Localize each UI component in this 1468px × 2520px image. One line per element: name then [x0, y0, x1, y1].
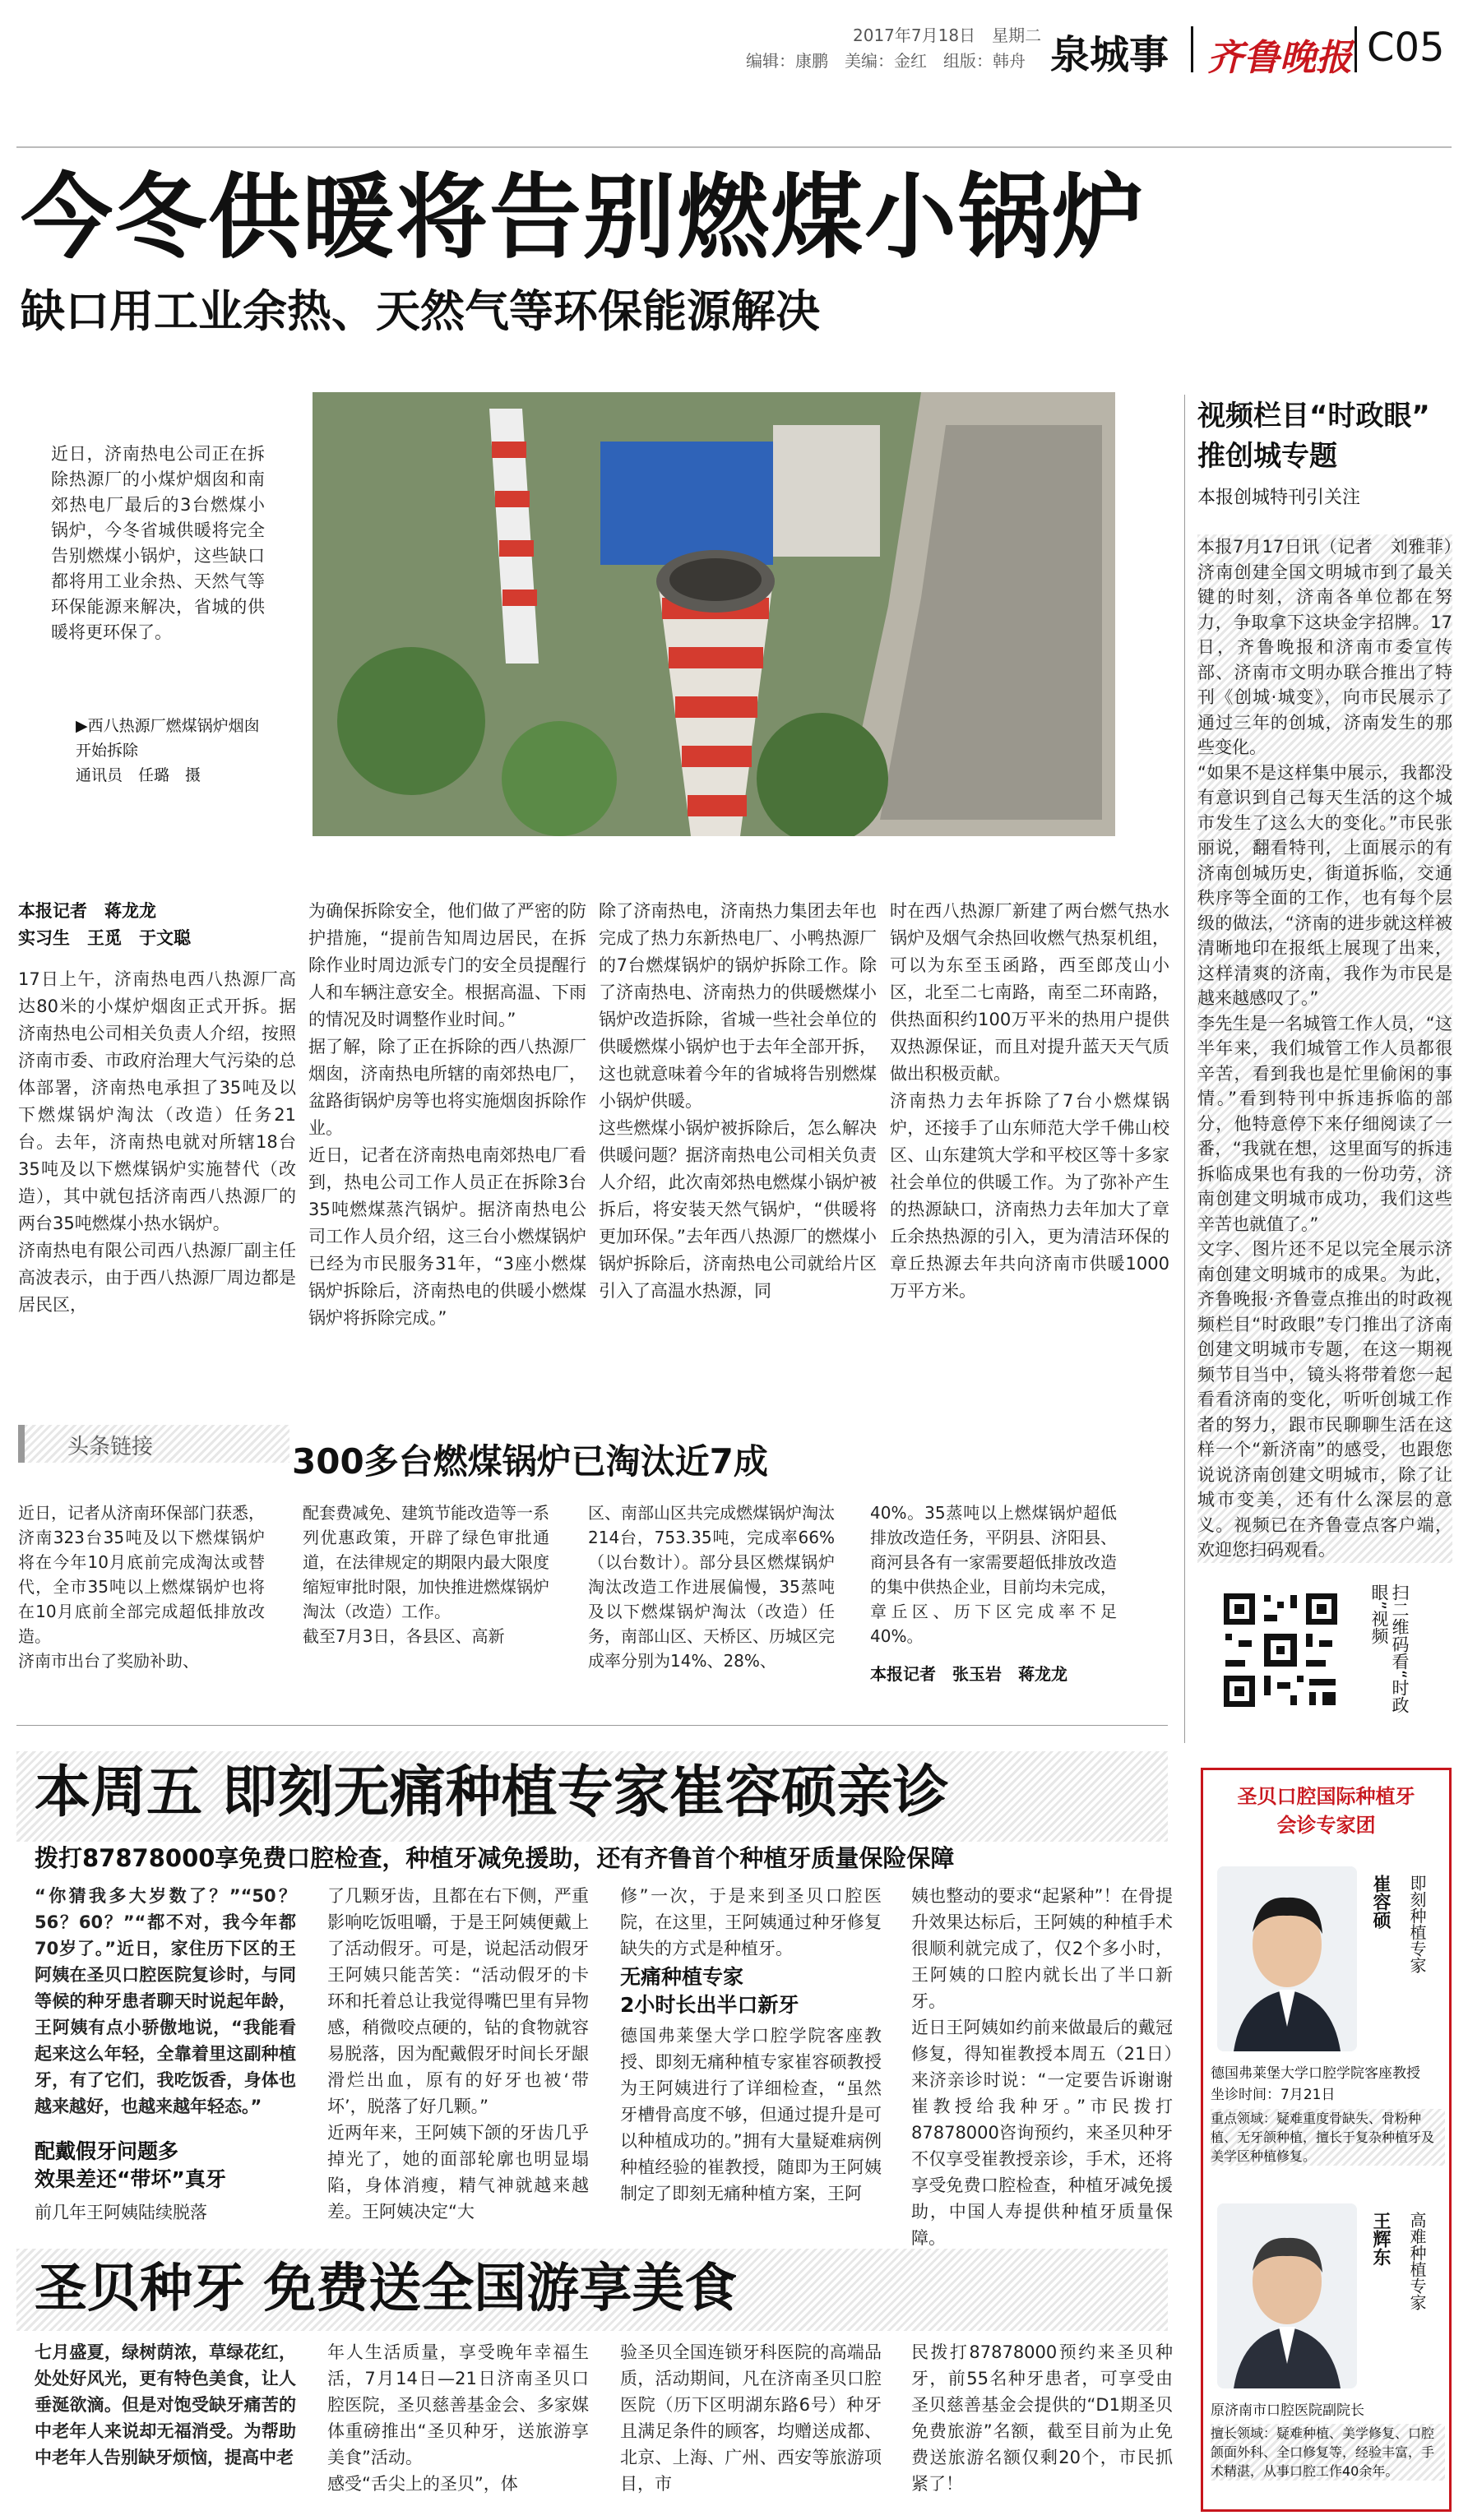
lead-col1: 17日上午，济南热电西八热源厂高达80米的小煤炉烟囱正式开拆。据济南热电公司相关负责人介绍，按照济南市委、市政府治理大气污染的总体部署，济南热电承担了35吨及以下燃煤锅炉淘汰（改造）任务21台。去年，济南热电就对所辖18台35吨及以下燃煤锅炉实施替代（改造），其中就包括济南西八热源厂的两台35吨燃煤小热水锅炉。 济南热电有限公司西八热源厂副主任高波表示，由于西八热源厂周边都是居民区， — [18, 969, 296, 1315]
header-divider-2 — [1355, 26, 1357, 72]
link-box-col3: 区、南部山区共完成燃煤锅炉淘汰214台，753.35吨，完成率66%（以台数计）。部分县区燃煤锅炉淘汰改造工作进展偏慢，35蒸吨及以下燃煤锅炉淘汰（改造）任务，南部山区、天桥区、历城区完成率分别为14%、28%、 — [588, 1503, 835, 1671]
link-box-col2: 配套费减免、建筑节能改造等一系列优惠政策，开辟了绿色审批通道，在法律规定的期限内最大限度缩短审批时限，加快推进燃煤锅炉淘汰（改造）工作。 截至7月3日，各县区、高新 — [303, 1503, 549, 1646]
link-box-label: 头条链接 — [67, 1435, 154, 1459]
link-box-col1: 近日，记者从济南环保部门获悉，济南323台35吨及以下燃煤锅炉将在今年10月底前完成淘汰或替代，全市35吨以上燃煤锅炉也将在10月底前全部完成超低排放改造。 济南市出台了奖励补助、 — [18, 1503, 265, 1671]
ad2-col1: 七月盛夏，绿树荫浓，草绿花红，处处好风光，更有特色美食，让人垂涎欲滴。但是对饱受缺牙痛苦的中老年人来说却无福消受。为帮助中老年人告别缺牙烦恼，提高中老 — [35, 2342, 296, 2467]
lead-summary: 近日，济南热电公司正在拆除热源厂的小煤炉烟囱和南郊热电厂最后的3台燃煤小锅炉，今冬省城供暖将完全告别燃煤小锅炉，这些缺口都将用工业余热、天然气等环保能源来解决，省城的供暖将更环保了。 — [51, 444, 265, 642]
expert2-name: 王辉东 — [1370, 2212, 1391, 2266]
sidebar-title: 视频栏目“时政眼” — [1197, 400, 1430, 432]
header-credits: 编辑：康鹏 美编：金红 组版：韩舟 — [746, 51, 1026, 71]
expert-panel-title-2: 会诊专家团 — [1276, 1814, 1376, 1837]
ad2-col3: 验圣贝全国连锁牙科医院的高端品质，活动期间，凡在济南圣贝口腔医院（历下区明湖东路6号）种牙且满足条件的顾客，均赠送成都、北京、上海、广州、西安等旅游项目，市 — [620, 2342, 882, 2494]
ad1-col1-end: 前几年王阿姨陆续脱落 — [35, 2203, 207, 2222]
sidebar-body: 本报7月17日讯（记者 刘雅菲）济南创建全国文明城市到了最关键的时刻，济南各单位都在努力，争取拿下这块金字招牌。17日，齐鲁晚报和济南市委宣传部、济南市文明办联合推出了特刊《创城·城变》，向市民展示了通过三年的创城，济南发生的那些变化。 “如果不是这样集中展示，我都没有意识到自己每天生活的这个城市发生了这么大的变化。”市民张丽说，翻看特刊，上面展示的有济南创城历史，街道拆临，交通秩序等全面的工作，也有每个层级的做法，“济南的进步就这样被清晰地印在报纸上展现了出来，这样清爽的济南，我作为市民是越来越感叹了。” 李先生是一名城管工作人员，“这半年来，我们城管工作人员都很辛苦，看到我也是忙里偷闲的事情。”看到特刊中拆违拆临的部分，他特意停下来仔细阅读了一番，“我就在想，这里面写的拆违拆临成果也有我的一份功劳，济南创建文明城市成功，我们这些辛苦也就值了。” 文字、图片还不足以完全展示济南创建文明城市的成果。为此，齐鲁晚报·齐鲁壹点推出的时政视频栏目“时政眼”专门推出了济南创建文明城市专题，在这一期视频节目当中，镜头将带着您一起看看济南的变化，听听创城工作者的努力，跟市民聊聊生活在这样一个“新济南”的感受，也跟您说说济南创建文明城市，除了让城市变美，还有什么深层的意义。视频已在齐鲁壹点客户端，欢迎您扫码观看。 — [1197, 534, 1452, 1563]
expert-panel-title: 圣贝口腔国际种植牙 — [1237, 1785, 1415, 1808]
paper-logo: 齐鲁晚报 — [1207, 37, 1352, 79]
sidebar-subtitle: 本报创城特刊引关注 — [1197, 488, 1361, 508]
expert1-schedule: 坐诊时间：7月21日 — [1211, 2087, 1336, 2103]
expert2-photo — [1217, 2203, 1357, 2388]
ad2-col2: 年人生活质量，享受晚年幸福生活，7月14日—21日济南圣贝口腔医院，圣贝慈善基金会、多家媒体重磅推出“圣贝种牙，送旅游享美食”活动。 感受“舌尖上的圣贝”，体 — [327, 2342, 589, 2494]
mid-rule — [16, 1725, 1168, 1726]
sidebar-divider — [1184, 395, 1185, 1743]
ad1-headline: 本周五 即刻无痛种植专家崔容硕亲诊 — [35, 1760, 949, 1825]
qr-code-icon[interactable] — [1219, 1588, 1342, 1712]
expert1-desc: 重点领域：疑难重度骨缺失、骨粉种植、无牙颌种植，擅长于复杂种植牙及美学区种植修复。 — [1211, 2109, 1445, 2166]
sidebar-title-2: 推创城专题 — [1197, 440, 1337, 473]
expert1-title: 德国弗莱堡大学口腔学院客座教授 — [1211, 2065, 1420, 2082]
expert2-role: 高难种植专家 — [1407, 2212, 1427, 2310]
lead-headline: 今冬供暖将告别燃煤小锅炉 — [21, 164, 1146, 271]
ad2-headline: 圣贝种牙 免费送全国游享美食 — [35, 2259, 738, 2319]
link-box-col4: 40%。35蒸吨以上燃煤锅炉超低排放改造任务，平阴县、济阳县、商河县各有一家需要超低排放改造的集中供热企业，目前均未完成，章丘区、历下区完成率不足40%。 — [870, 1503, 1117, 1646]
ad2-col4: 民拨打87878000预约来圣贝种牙，前55名种牙患者，可享受由圣贝慈善基金会提供的“D1期圣贝免费旅游”名额，截至目前为止免费送旅游名额仅剩20个，市民抓紧了！ — [911, 2342, 1173, 2494]
lead-col3: 除了济南热电，济南热力集团去年也完成了热力东新热电厂、小鸭热源厂的7台燃煤锅炉的锅炉拆除工作。除了济南热电、济南热力的供暖燃煤小锅炉改造拆除，省城一些社会单位的供暖燃煤小锅炉也于去年全部开拆，这也就意味着今年的省城将告别燃煤小锅炉供暖。 这些燃煤小锅炉被拆除后，怎么解决供暖问题？据济南热电公司相关负责人介绍，此次南郊热电燃煤小锅炉被拆后，将安装天然气锅炉，“供暖将更加环保。”去年西八热源厂的燃煤小锅炉拆除后，济南热电公司就给片区引入了高温水热源，同 — [599, 901, 877, 1301]
link-box-byline: 本报记者 张玉岩 蒋龙龙 — [870, 1664, 1067, 1684]
photo-caption: ▶西八热源厂燃煤锅炉烟囱开始拆除 通讯员 任璐 摄 — [76, 717, 260, 784]
lead-col2: 为确保拆除安全，他们做了严密的防护措施，“提前告知周边居民，在拆除作业时周边派专门的安全员提醒行人和车辆注意安全。根据高温、下雨的情况及时调整作业时间。” 据了解，除了正在拆除的西八热源厂烟囱，济南热电所辖的南郊热电厂，盆路街锅炉房等也将实施烟囱拆除作业。 近日，记者在济南热电南郊热电厂看到，热电公司工作人员正在拆除3台35吨燃煤蒸汽锅炉。据济南热电公司工作人员介绍，这三台小燃煤锅炉已经为市民服务31年，“3座小燃煤锅炉拆除后，济南热电的供暖小燃煤锅炉将拆除完成。” — [308, 901, 586, 1328]
ad1-col3-sub: 无痛种植专家 2小时长出半口新牙 — [620, 1965, 799, 2017]
photo-illustration — [313, 392, 1115, 836]
lead-byline: 本报记者 蒋龙龙 实习生 王觅 于文聪 — [18, 901, 191, 948]
ad1-col4: 姨也整动的要求“起紧种”！在骨提升效果达标后，王阿姨的种植手术很顺利就完成了，仅2个多小时，王阿姨的口腔内就长出了半口新牙。 近日王阿姨如约前来做最后的戴冠修复，得知崔教授本周五（21日）来济亲诊时说：“一定要告诉谢谢崔教授给我种牙。”市民拨打87878000咨询预约，来圣贝种牙不仅享受崔教授亲诊，手术，还将享受免费口腔检查，种植牙减免援助，中国人寿提供种植牙质量保障。 — [911, 1886, 1173, 2248]
header-rule — [16, 146, 1452, 148]
link-box-headline: 300多台燃煤锅炉已淘汰近7成 — [292, 1441, 768, 1482]
lead-subhead: 缺口用工业余热、天然气等环保能源解决 — [21, 285, 820, 337]
ad1-col3-bottom: 德国弗莱堡大学口腔学院客座教授、即刻无痛种植专家崔容硕教授为王阿姨进行了详细检查，“虽然牙槽骨高度不够，但通过提升是可以种植成功的。”拥有大量疑难病例种植经验的崔教授，随即为王阿姨制定了即刻无痛种植方案，王阿 — [620, 2026, 882, 2203]
expert2-title: 原济南市口腔医院副院长 — [1211, 2402, 1364, 2419]
section-name: 泉城事 — [1050, 32, 1169, 78]
chimney-demolition-photo — [313, 392, 1115, 836]
ad1-col1-sub: 配戴假牙问题多 效果差还“带坏”真牙 — [35, 2139, 226, 2191]
header-divider — [1191, 26, 1193, 72]
expert1-name: 崔容硕 — [1370, 1875, 1391, 1929]
lead-col4: 时在西八热源厂新建了两台燃气热水锅炉及烟气余热回收燃气热泵机组，可以为东至玉函路，西至郎茂山小区，北至二七南路，南至二环南路，供热面积约100万平米的热用户提供双热源保证，而且对提升蓝天天气质做出积极贡献。 济南热力去年拆除了7台小燃煤锅炉，还接手了山东师范大学千佛山校区、山东建筑大学和平校区等十多家社会单位的供暖工作。为了弥补产生的热源缺口，济南热力去年加大了章丘余热热源的引入，更为清洁环保的章丘热源去年共向济南市供暖1000万平方米。 — [890, 901, 1169, 1301]
ad1-col2: 了几颗牙齿，且都在右下侧，严重影响吃饭咀嚼，于是王阿姨便戴上了活动假牙。可是，说起活动假牙王阿姨只能苦笑：“活动假牙的卡环和托着总让我觉得嘴巴里有异物感，稍微咬点硬的，钻的食物就容易脱落，因为配戴假牙时间长牙龈滑烂出血，原有的好牙也被‘带坏’，脱落了好几颗。” 近两年来，王阿姨下颌的牙齿几乎掉光了，她的面部轮廓也明显塌陷，身体消瘦，精气神就越来越差。王阿姨决定“大 — [327, 1886, 589, 2222]
expert2-desc: 擅长领域：疑难种植、美学修复、口腔颌面外科、全口修复等，经验丰富，手术精湛，从事口腔工作40余年。 — [1211, 2424, 1445, 2481]
ad1-col3-top: 修”一次，于是来到圣贝口腔医院，在这里，王阿姨通过种牙修复缺失的方式是种植牙。 — [620, 1886, 882, 1958]
qr-label: 扫二维码看“时政眼”视频 — [1369, 1584, 1410, 1713]
ad1-col1-intro: “你猜我多大岁数了？”“50？56？60？”“都不对，我今年都70岁了。”近日，家住历下区的王阿姨在圣贝口腔医院复诊时，与同等候的种牙患者聊天时说起年龄，王阿姨有点小骄傲地说，“我能看起来这么年轻，全靠着里这副种植牙，有了它们，我吃饭香，身体也越来越好，也越来越年轻态。” — [35, 1886, 296, 2116]
expert1-photo — [1217, 1866, 1357, 2051]
ad1-subhead: 拨打87878000享免费口腔检查，种植牙减免援助，还有齐鲁首个种植牙质量保险保障 — [35, 1844, 955, 1872]
page-number: C05 — [1367, 25, 1445, 71]
header-date: 2017年7月18日 星期二 — [853, 25, 1042, 45]
expert1-role: 即刻种植专家 — [1407, 1875, 1427, 1973]
link-box-label-bar — [18, 1425, 289, 1463]
